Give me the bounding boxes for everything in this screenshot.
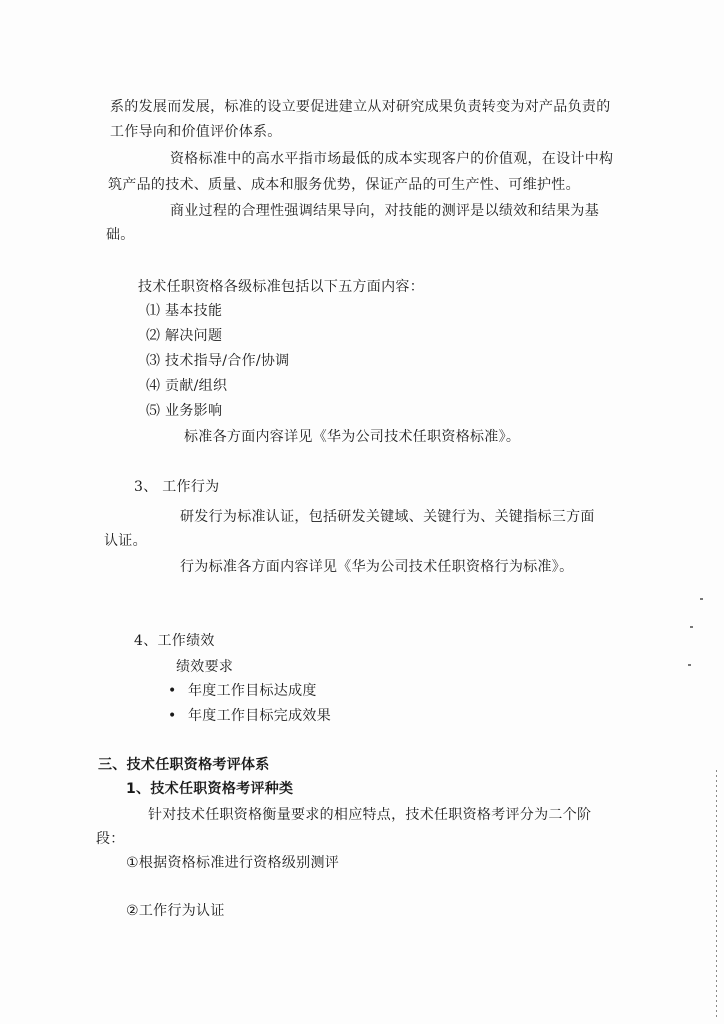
scan-edge-artifact	[716, 770, 717, 1020]
stage-1: ①根据资格标准进行资格级别测评	[126, 855, 340, 871]
intro-line-2: 工作导向和价值评价体系。	[110, 124, 282, 140]
performance-requirement: 绩效要求	[176, 659, 234, 675]
standards-item-1: ⑴ 基本技能	[146, 303, 223, 319]
section-three-text-1: 针对技术任职资格衡量要求的相应特点，技术任职资格考评分为二个阶	[148, 807, 592, 823]
work-behavior-text-1: 研发行为标准认证，包括研发关键域、关键行为、关键指标三方面	[180, 509, 595, 525]
standards-item-4: ⑷ 贡献/组织	[146, 378, 228, 394]
work-behavior-heading: 3、 工作行为	[134, 479, 220, 495]
performance-bullet-2: 年度工作目标完成效果	[188, 708, 331, 724]
scan-speck	[700, 598, 703, 600]
intro-line-1: 系的发展而发展，标准的设立要促进建立从对研究成果负责转变为对产品负责的	[110, 99, 611, 115]
intro-line-4: 筑产品的技术、质量、成本和服务优势，保证产品的可生产性、可维护性。	[108, 177, 580, 193]
intro-line-3: 资格标准中的高水平指市场最低的成本实现客户的价值观，在设计中构	[170, 151, 614, 167]
bullet-marker-1: •	[168, 683, 177, 699]
standards-reference: 标准各方面内容详见《华为公司技术任职资格标准》。	[184, 429, 521, 445]
standards-intro: 技术任职资格各级标准包括以下五方面内容：	[138, 279, 424, 295]
performance-bullet-1: 年度工作目标达成度	[188, 683, 317, 699]
intro-line-6: 础。	[106, 227, 135, 243]
work-performance-heading: 4、工作绩效	[134, 633, 215, 649]
bullet-marker-2: •	[168, 708, 177, 724]
stage-2: ②工作行为认证	[126, 903, 225, 919]
scan-speck	[688, 664, 691, 666]
section-three-heading: 三、技术任职资格考评体系	[98, 757, 270, 773]
section-three-text-2: 段：	[96, 831, 125, 847]
work-behavior-reference: 行为标准各方面内容详见《华为公司技术任职资格行为标准》。	[180, 559, 574, 575]
work-behavior-text-2: 认证。	[104, 533, 147, 549]
standards-item-5: ⑸ 业务影响	[146, 403, 223, 419]
scan-speck	[690, 626, 693, 628]
section-three-subheading: 1、技术任职资格考评种类	[126, 781, 294, 797]
standards-item-3: ⑶ 技术指导/合作/协调	[146, 353, 290, 369]
standards-item-2: ⑵ 解决问题	[146, 328, 223, 344]
intro-line-5: 商业过程的合理性强调结果导向，对技能的测评是以绩效和结果为基	[170, 203, 599, 219]
